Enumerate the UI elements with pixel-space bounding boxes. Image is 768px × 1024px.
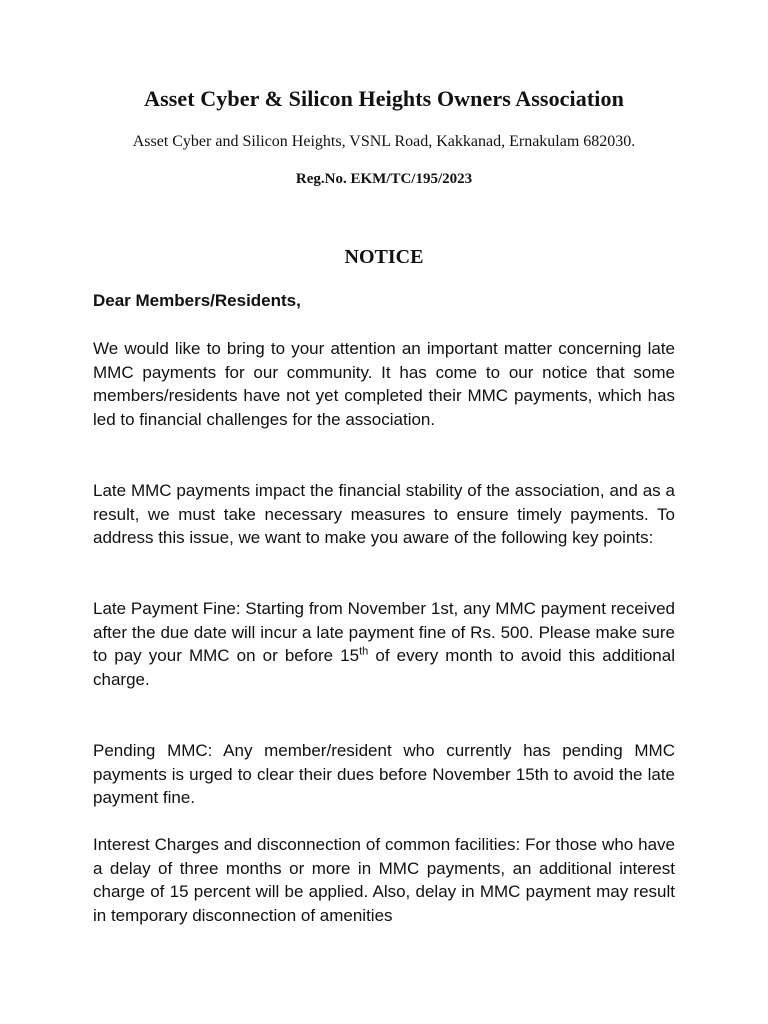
association-title: Asset Cyber & Silicon Heights Owners Association bbox=[144, 86, 624, 111]
late-fine-text-start: Late Payment Fine: Starting from November 1st, any MMC payment received after the due date will incur a late payment fine of Rs. 500. Please make sure to pay your MMC on or before 15 bbox=[93, 599, 675, 666]
salutation: Dear Members/Residents, bbox=[93, 291, 301, 310]
paragraph-pending-mmc: Pending MMC: Any member/resident who currently has pending MMC payments is urged to clear their dues before November 15th to avoid the late payment fine. bbox=[93, 741, 675, 808]
notice-heading: NOTICE bbox=[344, 246, 424, 268]
paragraph-late-payment-fine bbox=[93, 597, 675, 691]
paragraph-attention: We would like to bring to your attention an important matter concerning late MMC payments for our community. It has come to our notice that some members/residents have not yet completed their MMC payments, which has led to financial challenges for the association. bbox=[93, 339, 675, 429]
late-fine-text-end: of every month to avoid this additional charge. bbox=[93, 646, 675, 689]
ordinal-suffix: th bbox=[359, 645, 369, 658]
association-address: Asset Cyber and Silicon Heights, VSNL Road, Kakkanad, Ernakulam 682030. bbox=[132, 133, 636, 150]
paragraph-impact: Late MMC payments impact the financial stability of the association, and as a result, we must take necessary measures to ensure timely payments. To address this issue, we want to make you aware of the following key points: bbox=[93, 481, 675, 548]
registration-number: Reg.No. EKM/TC/195/2023 bbox=[295, 171, 473, 187]
paragraph-interest-charges: Interest Charges and disconnection of common facilities: For those who have a delay of three months or more in MMC payments, an additional interest charge of 15 percent will be applied. Also, delay in MMC payment may result in temporary disconnection of amenities bbox=[93, 835, 675, 925]
